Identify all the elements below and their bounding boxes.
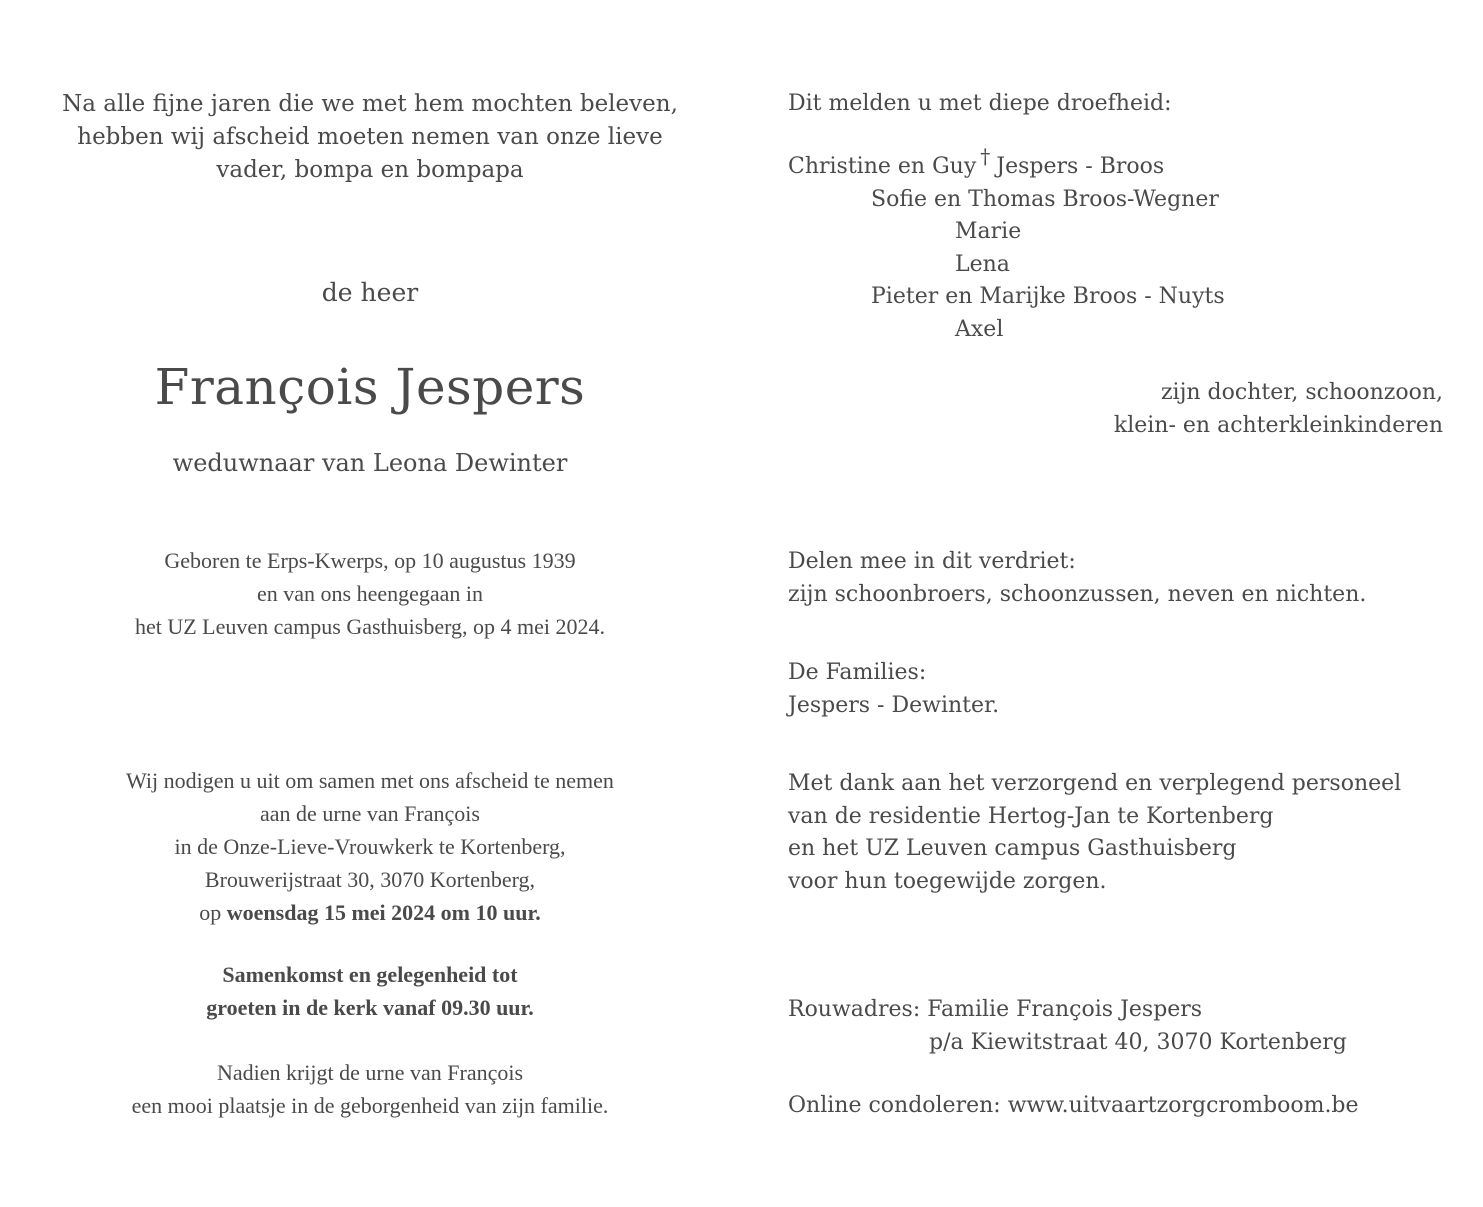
- born-line: en van ons heengegaan in: [256, 581, 484, 606]
- thanks-line: van de residentie Hertog-Jan te Kortenberg: [788, 803, 1274, 829]
- families-line: De Families:: [788, 660, 927, 685]
- families-line: Jespers - Dewinter.: [788, 692, 1000, 718]
- thanks-line: voor hun toegewijde zorgen.: [788, 868, 1107, 894]
- family-member: Pieter en Marijke Broos - Nuyts: [871, 284, 1225, 309]
- share-grief: [788, 546, 1458, 611]
- urn-placement: [60, 1056, 680, 1122]
- honorific: de heer: [321, 278, 419, 307]
- intro-line: hebben wij afscheid moeten nemen van onze lieve: [77, 124, 663, 150]
- thanks-line: Met dank aan het verzorgend en verplegend personeel: [788, 771, 1402, 796]
- cross-icon: †: [980, 144, 991, 168]
- intro-text: [60, 88, 680, 187]
- relation-note: [1114, 377, 1443, 442]
- ceremony-date: woensdag 15 mei 2024 om 10 uur.: [226, 900, 541, 925]
- intro-line: vader, bompa en bompapa: [216, 157, 524, 183]
- born-line: Geboren te Erps-Kwerps, op 10 augustus 1939: [164, 548, 576, 573]
- invite-line: Brouwerijstraat 30, 3070 Kortenberg,: [204, 867, 536, 892]
- born-line: het UZ Leuven campus Gasthuisberg, op 4 mei 2024.: [134, 614, 606, 639]
- online-condolence: Online condoleren: www.uitvaartzorgcromboom.be: [788, 1093, 1359, 1118]
- mourning-address: [788, 994, 1458, 1059]
- grandchild: Marie: [955, 219, 1022, 244]
- date-prefix: op: [199, 900, 222, 925]
- announcement-heading: Dit melden u met diepe droefheid:: [788, 91, 1172, 116]
- after-line: een mooi plaatsje in de geborgenheid van zijn familie.: [131, 1093, 609, 1118]
- ceremony-invitation: [60, 764, 680, 929]
- address-label: Rouwadres: Familie François Jespers: [788, 997, 1203, 1022]
- meeting-line: groeten in de kerk vanaf 09.30 uur.: [206, 995, 534, 1020]
- share-line: zijn schoonbroers, schoonzussen, neven en nichten.: [788, 581, 1367, 607]
- birth-death-info: [60, 544, 680, 643]
- share-line: Delen mee in dit verdriet:: [788, 549, 1076, 574]
- thanks-line: en het UZ Leuven campus Gasthuisberg: [788, 836, 1237, 861]
- invite-line: Wij nodigen u uit om samen met ons afscheid te nemen: [126, 768, 614, 793]
- family-head: [788, 144, 1458, 184]
- grandchild: Axel: [955, 316, 1004, 342]
- invite-line: in de Onze-Lieve-Vrouwkerk te Kortenberg,: [174, 834, 566, 859]
- relation-line: klein- en achterkleinkinderen: [1113, 412, 1443, 438]
- gathering-info: [60, 958, 680, 1024]
- invite-line: aan de urne van François: [260, 801, 480, 826]
- intro-line: Na alle fijne jaren die we met hem mochten beleven,: [62, 91, 678, 117]
- meeting-line: Samenkomst en gelegenheid tot: [222, 962, 518, 987]
- relation-line: zijn dochter, schoonzoon,: [1160, 380, 1443, 405]
- ceremony-date-line: [60, 896, 680, 929]
- family-head-names: Christine en Guy: [788, 154, 977, 179]
- family-member: Sofie en Thomas Broos-Wegner: [871, 186, 1219, 212]
- grandchild: Lena: [955, 251, 1010, 277]
- deceased-name: François Jespers: [154, 358, 586, 416]
- after-line: Nadien krijgt de urne van François: [216, 1060, 524, 1085]
- families-block: [788, 657, 1458, 722]
- family-head-surname: Jespers - Broos: [996, 154, 1165, 179]
- thanks-block: [788, 768, 1458, 898]
- address-line: p/a Kiewitstraat 40, 3070 Kortenberg: [929, 1029, 1347, 1055]
- widower-line: weduwnaar van Leona Dewinter: [172, 449, 568, 477]
- family-list: [788, 144, 1458, 346]
